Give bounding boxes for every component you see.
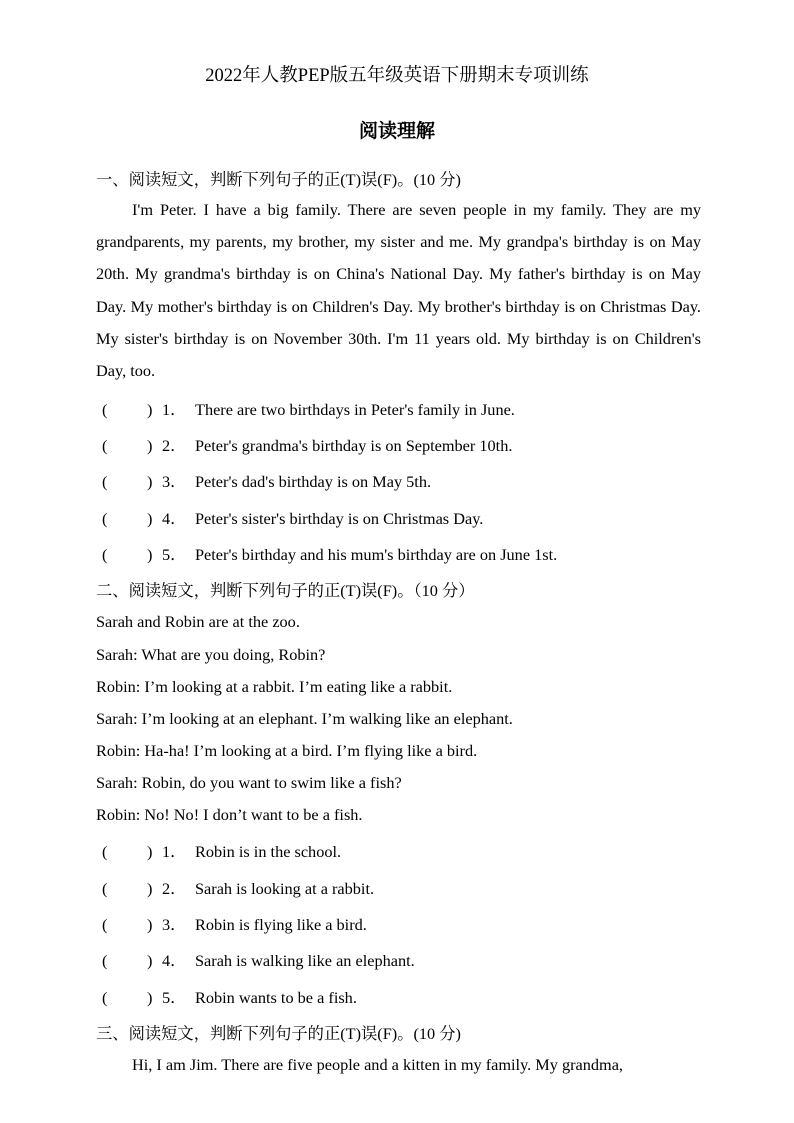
question-number: 1． (162, 842, 187, 861)
question-text: Peter's sister's birthday is on Christmas Day. (195, 509, 484, 528)
answer-blank[interactable]: ( ) (102, 509, 153, 528)
section2-question (102, 838, 341, 862)
question-number: 5． (162, 545, 187, 564)
question-text: There are two birthdays in Peter's family in June. (195, 400, 515, 419)
section3-heading: 三、阅读短文，判断下列句子的正(T)误(F)。(10 分) (96, 1024, 461, 1043)
question-number: 5． (162, 988, 187, 1007)
question-number: 2． (162, 879, 187, 898)
question-text: Sarah is looking at a rabbit. (195, 879, 375, 898)
dialogue-line: Sarah: I’m looking at an elephant. I’m walking like an elephant. (96, 709, 513, 728)
page-title: 2022年人教PEP版五年级英语下册期末专项训练 (205, 66, 589, 86)
answer-blank[interactable]: ( ) (102, 472, 153, 491)
dialogue-line: Robin: I’m looking at a rabbit. I’m eating like a rabbit. (96, 677, 453, 696)
question-number: 3． (162, 472, 187, 491)
dialogue-line: Robin: No! No! I don’t want to be a fish. (96, 805, 363, 824)
question-number: 1． (162, 400, 187, 419)
question-text: Peter's dad's birthday is on May 5th. (195, 472, 432, 491)
answer-blank[interactable]: ( ) (102, 951, 153, 970)
question-number: 2． (162, 436, 187, 455)
section2-question (102, 947, 415, 971)
question-text: Robin is flying like a bird. (195, 915, 367, 934)
page-subtitle: 阅读理解 (358, 121, 435, 142)
section1-question (102, 468, 431, 492)
question-text: Robin wants to be a fish. (195, 988, 357, 1007)
section1-question (102, 432, 512, 456)
section2-heading: 二、阅读短文，判断下列句子的正(T)误(F)。（10 分） (96, 581, 475, 600)
answer-blank[interactable]: ( ) (102, 400, 153, 419)
dialogue-line: Sarah: What are you doing, Robin? (96, 645, 326, 664)
question-number: 4． (162, 951, 187, 970)
dialogue-line: Sarah and Robin are at the zoo. (96, 612, 300, 631)
section2-question (102, 984, 357, 1008)
question-number: 4． (162, 509, 187, 528)
question-number: 3． (162, 915, 187, 934)
section1-heading: 一、阅读短文，判断下列句子的正(T)误(F)。(10 分) (96, 170, 461, 189)
question-text: Peter's birthday and his mum's birthday are on June 1st. (195, 545, 558, 564)
answer-blank[interactable]: ( ) (102, 879, 153, 898)
question-text: Peter's grandma's birthday is on September 10th. (195, 436, 513, 455)
section1-question (102, 396, 515, 420)
answer-blank[interactable]: ( ) (102, 545, 153, 564)
answer-blank[interactable]: ( ) (102, 915, 153, 934)
dialogue-line: Robin: Ha-ha! I’m looking at a bird. I’m flying like a bird. (96, 741, 478, 760)
section1-question (102, 541, 557, 565)
answer-blank[interactable]: ( ) (102, 842, 153, 861)
section2-question (102, 875, 374, 899)
question-text: Robin is in the school. (195, 842, 342, 861)
section1-question (102, 505, 483, 529)
answer-blank[interactable]: ( ) (102, 436, 153, 455)
answer-blank[interactable]: ( ) (102, 988, 153, 1007)
section2-question (102, 911, 367, 935)
dialogue-line: Sarah: Robin, do you want to swim like a fish? (96, 773, 402, 792)
section1-passage: I'm Peter. I have a big family. There are seven people in my family. They are my grandparents, my parents, my brother, my sister and me. My grandpa's birthday is on May 20th. My grandma's birthday is on China's National Day. My father's birthday is on May Day. My mother's birthday is on Children's Day. My brother's birthday is on Christmas Day. My sister's birthday is on November 30th. I'm 11 years old. My birthday is on Children's Day, too. (96, 200, 701, 381)
question-text: Sarah is walking like an elephant. (195, 951, 415, 970)
section3-passage: Hi, I am Jim. There are five people and a kitten in my family. My grandma, (132, 1055, 624, 1074)
